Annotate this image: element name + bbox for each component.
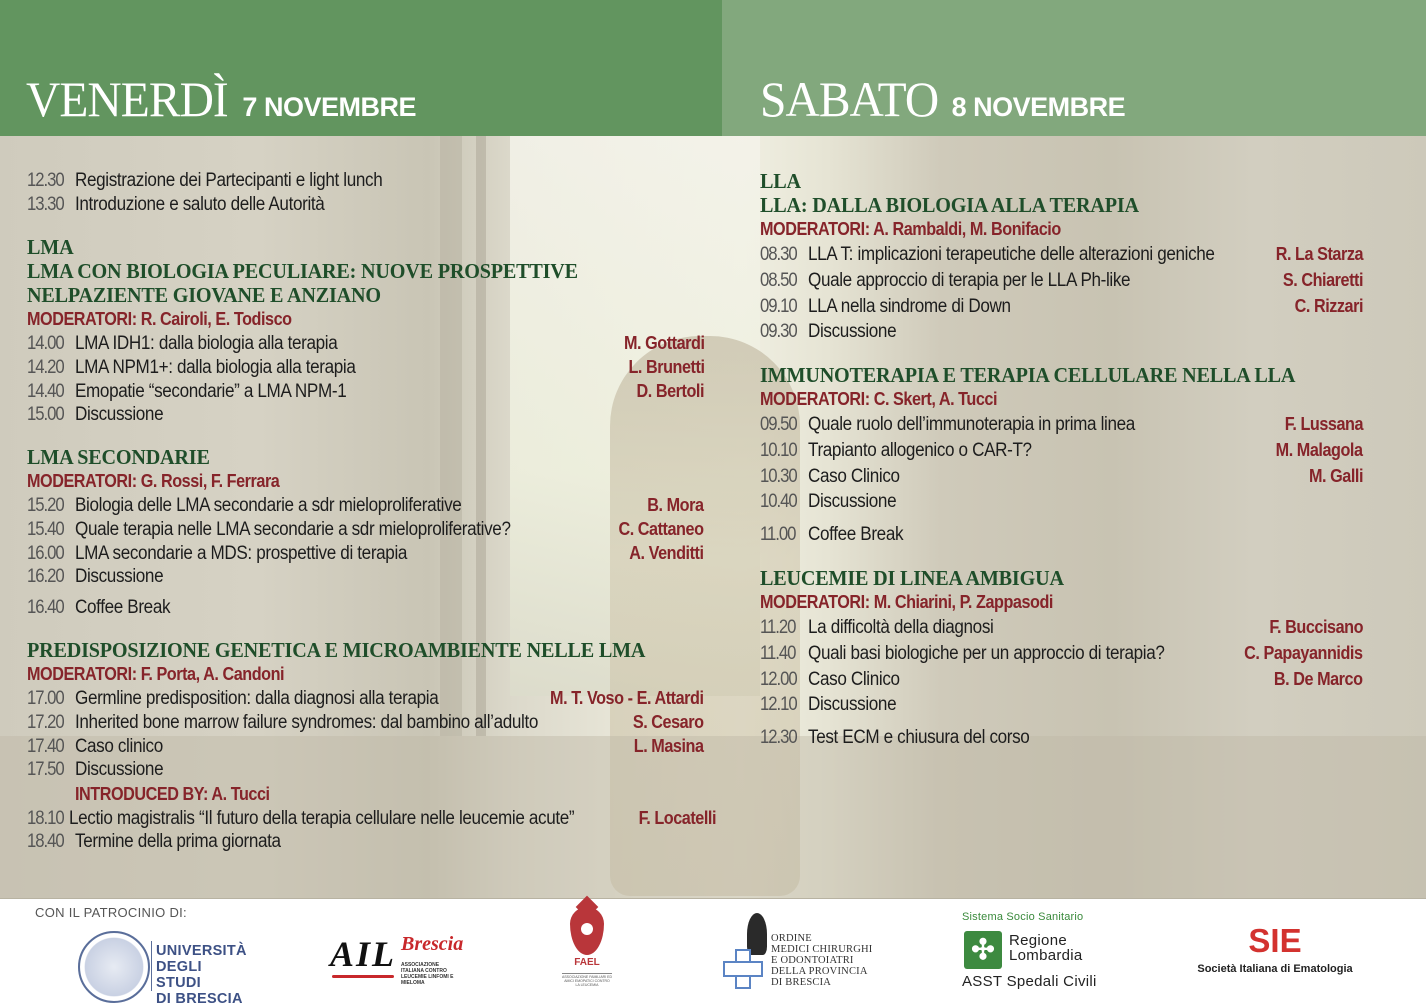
time: 16.00 (27, 543, 64, 564)
talk-title: Germline predisposition: dalla diagnosi alla terapia (75, 688, 439, 709)
sie-abbr: SIE (1248, 922, 1302, 959)
speaker: C. Cattaneo (618, 519, 704, 539)
sie-logo (1185, 923, 1365, 975)
ordine-line: DELLA PROVINCIA (771, 966, 868, 977)
talk-title: Caso Clinico (808, 669, 900, 690)
talk-title: Discussione (808, 694, 897, 715)
talk-title: Caso Clinico (808, 466, 900, 487)
time: 11.00 (760, 524, 796, 545)
talk-title: Discussione (75, 404, 164, 425)
program-row (760, 319, 1363, 345)
saturday-header (722, 0, 1426, 136)
moderators: MODERATORI: F. Porta, A. Candoni (27, 664, 285, 684)
program-row-lectio (27, 806, 716, 830)
time: 14.20 (27, 357, 64, 378)
moderators: MODERATORI: C. Skert, A. Tucci (760, 389, 998, 409)
speaker: C. Rizzari (1294, 296, 1363, 316)
friday-title (26, 70, 416, 128)
regione-line: Lombardia (1009, 947, 1083, 964)
friday-date: 7 NOVEMBRE (242, 92, 416, 122)
saturday-day-name: SABATO (760, 71, 939, 127)
program-row (27, 541, 704, 565)
talk-title: Quale ruolo dell’immunoterapia in prima linea (808, 414, 1135, 435)
speaker: D. Bertoli (636, 381, 704, 401)
speaker: B. De Marco (1274, 669, 1363, 689)
fael-subtitle: ASSOCIAZIONE FAMILIARI ED AMICI EMOPATICI CONTRO LA LEUCEMIA (562, 975, 612, 987)
section-title: LLA (760, 169, 801, 193)
section-title: PREDISPOSIZIONE GENETICA E MICROAMBIENTE NELLE LMA (27, 638, 646, 662)
talk-title: Discussione (808, 491, 897, 512)
section-title: LMA CON BIOLOGIA PECULIARE: NUOVE PROSPETTIVE (27, 259, 578, 283)
medical-cross-icon (723, 949, 763, 989)
program-row (760, 489, 1363, 515)
time: 09.10 (760, 296, 797, 317)
speaker: L. Masina (634, 736, 704, 756)
moderators: MODERATORI: A. Rambaldi, M. Bonifacio (760, 219, 1061, 239)
fael-logo (562, 905, 612, 1001)
unibs-line: DEGLI STUDI (156, 959, 202, 991)
talk-title: Registrazione dei Partecipanti e light lunch (75, 170, 383, 191)
saturday-date: 8 NOVEMBRE (951, 92, 1126, 122)
time: 16.40 (27, 597, 64, 618)
talk-title: Inherited bone marrow failure syndromes: dal bambino all’adulto (75, 712, 539, 733)
time: 09.30 (760, 321, 797, 342)
ordine-line: E ODONTOIATRI (771, 955, 854, 966)
speaker: C. Papayannidis (1244, 643, 1363, 663)
ail-mark: AIL (330, 934, 397, 974)
talk-title: Caso clinico (75, 736, 163, 757)
talk-title: Coffee Break (808, 524, 904, 545)
time: 08.50 (760, 270, 797, 291)
speaker: M. Malagola (1276, 440, 1363, 460)
program-row (760, 614, 1363, 640)
program-row-break (27, 596, 704, 620)
talk-title: Introduzione e saluto delle Autorità (75, 194, 325, 215)
section-title: LMA (27, 235, 74, 259)
section-title: LLA: DALLA BIOLOGIA ALLA TERAPIA (760, 193, 1139, 217)
friday-program (27, 136, 716, 854)
moderators: MODERATORI: G. Rossi, F. Ferrara (27, 471, 280, 491)
program-row (760, 267, 1363, 293)
time: 18.10 (27, 808, 64, 829)
talk-title: Emopatie “secondarie” a LMA NPM-1 (75, 381, 347, 402)
talk-title: La difficoltà della diagnosi (808, 617, 994, 638)
program-row (760, 640, 1363, 666)
program-row (27, 517, 704, 541)
talk-title: Quale approccio di terapia per le LLA Ph-like (808, 270, 1131, 291)
talk-title: LMA secondarie a MDS: prospettive di terapia (75, 543, 408, 564)
program-row-end (27, 830, 704, 854)
program-row-closing (760, 725, 1363, 751)
program-row (760, 437, 1363, 463)
time: 17.50 (27, 759, 64, 780)
speaker: M. T. Voso - E. Attardi (550, 688, 704, 708)
talk-title: Discussione (808, 321, 897, 342)
talk-title: Lectio magistralis “Il futuro della terapia cellulare nelle leucemie acute” (68, 808, 574, 829)
speaker: R. La Starza (1275, 244, 1363, 264)
fael-name: FAEL (574, 957, 600, 968)
time: 12.30 (760, 727, 797, 748)
unibs-name (156, 943, 247, 1007)
speaker: S. Chiaretti (1282, 270, 1363, 290)
talk-title: LLA nella sindrome di Down (808, 296, 1011, 317)
program-row (760, 666, 1363, 692)
talk-title: Test ECM e chiusura del corso (808, 727, 1030, 748)
talk-title: Termine della prima giornata (75, 831, 281, 852)
time: 10.30 (760, 466, 797, 487)
talk-title: Trapianto allogenico o CAR-T? (808, 440, 1032, 461)
introduced-by: INTRODUCED BY: A. Tucci (75, 784, 270, 804)
regione-line: Regione (1009, 932, 1067, 949)
time: 17.00 (27, 688, 64, 709)
talk-title: Discussione (75, 759, 164, 780)
program-row-break (760, 522, 1363, 548)
speaker: B. Mora (647, 495, 704, 515)
time: 14.40 (27, 381, 64, 402)
program-row (27, 169, 704, 193)
time: 16.20 (27, 566, 64, 587)
talk-title: Coffee Break (75, 597, 171, 618)
time: 10.10 (760, 440, 797, 461)
unibs-logo (78, 931, 247, 1007)
program-row (760, 411, 1363, 437)
speaker: M. Galli (1308, 466, 1363, 486)
ail-brescia-logo (330, 929, 470, 989)
program-row (27, 355, 704, 379)
program-row (27, 493, 704, 517)
program-row (760, 241, 1363, 267)
talk-title: LMA NPM1+: dalla biologia alla terapia (75, 357, 356, 378)
friday-header (0, 0, 722, 136)
time: 11.40 (760, 643, 796, 664)
time: 15.00 (27, 404, 64, 425)
time: 09.50 (760, 414, 797, 435)
talk-title: LMA IDH1: dalla biologia alla terapia (75, 333, 338, 354)
time: 12.10 (760, 694, 797, 715)
time: 14.00 (27, 333, 64, 354)
lombardia-rose-icon: ✣ (964, 931, 1002, 969)
program-row (27, 686, 704, 710)
program-row (27, 710, 704, 734)
section-title: IMMUNOTERAPIA E TERAPIA CELLULARE NELLA LLA (760, 363, 1296, 387)
ail-city: Brescia (401, 933, 464, 955)
saturday-title (760, 70, 1125, 128)
time: 18.40 (27, 831, 64, 852)
speaker: A. Venditti (629, 543, 704, 563)
speaker: L. Brunetti (627, 357, 704, 377)
moderators: MODERATORI: R. Cairoli, E. Todisco (27, 309, 292, 329)
speaker: F. Buccisano (1269, 617, 1363, 637)
regione-lombardia-logo (962, 911, 1122, 1003)
speaker: S. Cesaro (633, 712, 704, 732)
ordine-name (771, 933, 873, 988)
time: 15.20 (27, 495, 64, 516)
ordine-line: MEDICI CHIRURGHI (771, 944, 873, 955)
program-row (27, 331, 704, 355)
speaker: M. Gottardi (623, 333, 704, 353)
program-row (27, 565, 704, 589)
talk-title: Quali basi biologiche per un approccio di terapia? (808, 643, 1165, 664)
program-row (760, 692, 1363, 718)
unibs-line: DI BRESCIA (156, 991, 243, 1007)
program-row (27, 379, 704, 403)
unibs-line: UNIVERSITÀ (156, 943, 247, 959)
time: 11.20 (760, 617, 796, 638)
program-row (27, 193, 704, 217)
program-row (760, 463, 1363, 489)
section-title: LEUCEMIE DI LINEA AMBIGUA (760, 566, 1064, 590)
time: 17.20 (27, 712, 64, 733)
talk-title: LLA T: implicazioni terapeutiche delle alterazioni geniche (808, 244, 1215, 265)
sistema-socio-sanitario: Sistema Socio Sanitario (962, 911, 1084, 923)
talk-title: Quale terapia nelle LMA secondarie a sdr mieloproliferative? (75, 519, 511, 540)
time: 08.30 (760, 244, 797, 265)
ordine-medici-logo (723, 913, 883, 993)
regione-lombardia-name (1009, 933, 1083, 963)
talk-title: Biologia delle LMA secondarie a sdr mieloproliferative (75, 495, 462, 516)
sponsors-footer (0, 898, 1426, 1007)
time: 12.30 (27, 170, 64, 191)
program-row (27, 734, 704, 758)
time: 10.40 (760, 491, 797, 512)
program-row (27, 403, 704, 427)
ail-subtitle: ASSOCIAZIONE ITALIANA CONTRO LEUCEMIE LINFOMI E MIELOMA (401, 962, 454, 986)
program-row (27, 758, 704, 782)
friday-day-name: VENERDÌ (26, 71, 228, 127)
patrocinio-label: CON IL PATROCINIO DI: (35, 905, 187, 920)
section-title: NELPAZIENTE GIOVANE E ANZIANO (27, 283, 381, 307)
talk-title: Discussione (75, 566, 164, 587)
ordine-line: DI BRESCIA (771, 977, 832, 988)
sie-name: Società Italiana di Ematologia (1197, 963, 1353, 975)
moderators: MODERATORI: M. Chiarini, P. Zappasodi (760, 592, 1053, 612)
ordine-line: ORDINE (771, 933, 812, 944)
time: 17.40 (27, 736, 64, 757)
speaker: F. Lussana (1284, 414, 1363, 434)
time: 13.30 (27, 194, 64, 215)
university-seal-icon (78, 931, 150, 1003)
saturday-program (760, 136, 1363, 751)
time: 15.40 (27, 519, 64, 540)
section-title: LMA SECONDARIE (27, 445, 210, 469)
asst-name: ASST Spedali Civili (962, 973, 1097, 990)
time: 12.00 (760, 669, 797, 690)
speaker: F. Locatelli (638, 808, 716, 828)
program-row (760, 293, 1363, 319)
